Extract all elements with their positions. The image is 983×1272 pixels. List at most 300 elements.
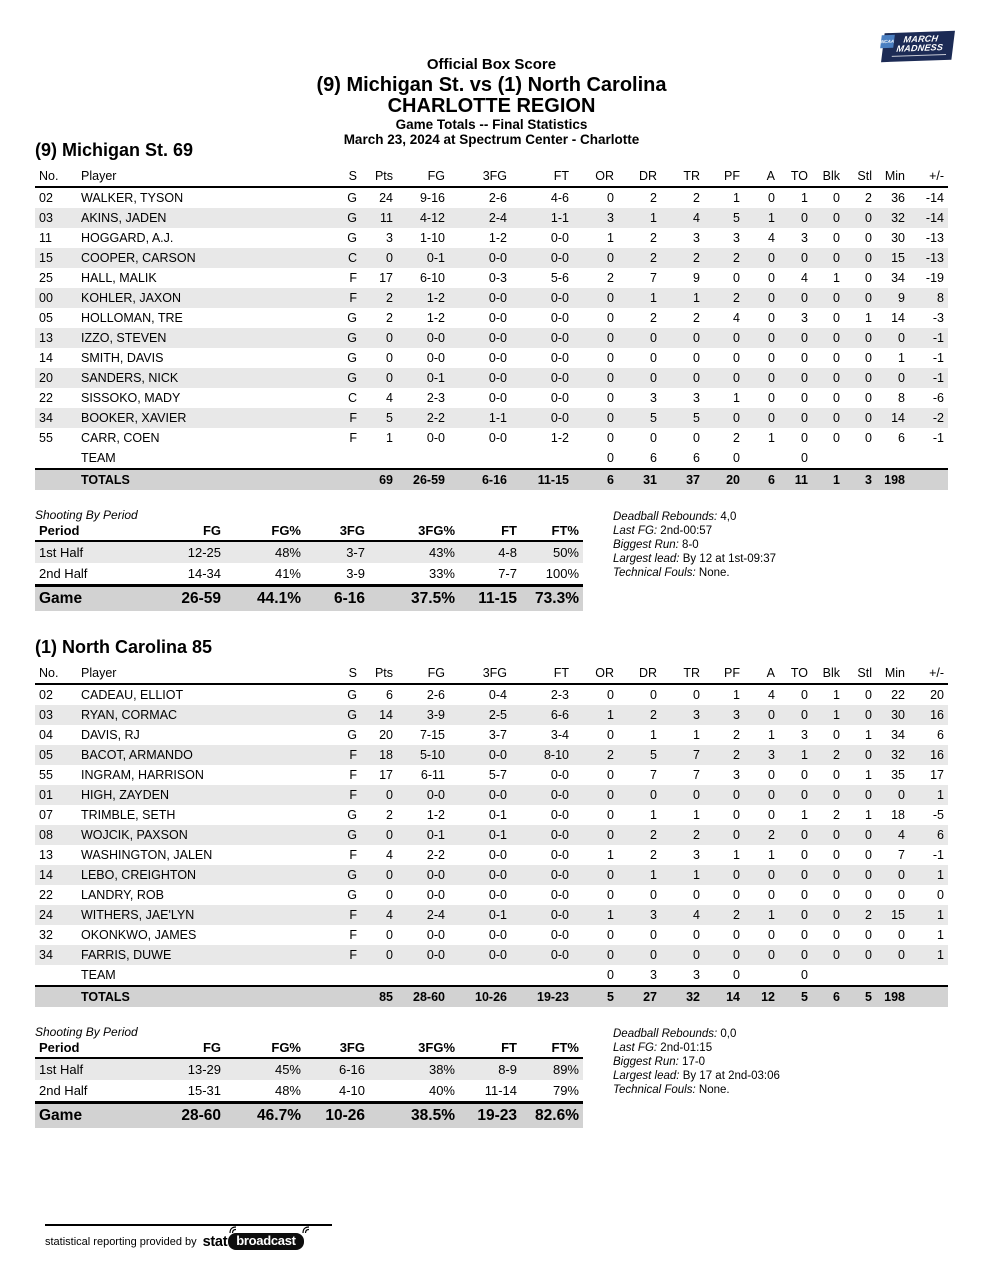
stat-cell: 0 xyxy=(898,928,905,942)
stat-cell: -6 xyxy=(932,391,944,405)
stat-cell: 18 xyxy=(379,748,393,762)
stat-cell: AKINS, JADEN xyxy=(81,211,167,225)
stat-cell: 85 xyxy=(379,990,393,1004)
stat-cell: 35 xyxy=(891,768,905,782)
stat-cell: SISSOKO, MADY xyxy=(81,391,181,405)
stat-cell: 2 xyxy=(650,191,657,205)
stat-cell: 0-0 xyxy=(550,928,569,942)
stat-cell: 5 xyxy=(801,990,808,1004)
shooting-table xyxy=(35,1039,583,1128)
team-title: (9) Michigan St. 69 xyxy=(35,140,194,160)
stat-cell: 198 xyxy=(884,990,905,1004)
stat-cell: WASHINGTON, JALEN xyxy=(81,848,213,862)
stat-cell: 6 xyxy=(768,473,775,487)
stat-cell: G xyxy=(347,351,357,365)
totals-row xyxy=(35,986,948,1007)
stat-cell: 1st Half xyxy=(39,545,84,560)
stat-cell: 1 xyxy=(607,708,614,722)
column-header: 3FG xyxy=(305,522,369,541)
stat-cell: 2 xyxy=(386,808,393,822)
stat-cell: 0 xyxy=(733,331,740,345)
stat-cell: 22 xyxy=(39,888,53,902)
team-row xyxy=(35,965,948,986)
stat-cell: 0 xyxy=(733,808,740,822)
column-header: Blk xyxy=(812,167,844,187)
stat-cell: 0 xyxy=(833,191,840,205)
column-header: Pts xyxy=(361,664,397,684)
stat-cell: 55 xyxy=(39,431,53,445)
stat-cell xyxy=(361,965,397,986)
stat-cell: 07 xyxy=(39,808,53,822)
stat-cell: 0-0 xyxy=(488,431,507,445)
stat-cell: 0 xyxy=(693,371,700,385)
stat-cell: 48% xyxy=(274,1083,301,1098)
stat-cell: 0 xyxy=(733,828,740,842)
column-header: Blk xyxy=(812,664,844,684)
stat-cell: 1 xyxy=(898,351,905,365)
stat-cell: 0 xyxy=(386,868,393,882)
stat-cell: 4 xyxy=(693,211,700,225)
stat-cell: 0 xyxy=(833,908,840,922)
stat-cell: 15 xyxy=(891,908,905,922)
stat-cell xyxy=(397,965,449,986)
stat-cell: 0 xyxy=(865,331,872,345)
stat-cell: 0 xyxy=(768,411,775,425)
stat-cell: -1 xyxy=(932,351,944,365)
stat-cell: 0 xyxy=(386,351,393,365)
stat-cell: F xyxy=(349,788,357,802)
stat-cell: SANDERS, NICK xyxy=(81,371,179,385)
stat-cell: G xyxy=(347,808,357,822)
stat-cell: 22 xyxy=(39,391,53,405)
stat-cell: 1 xyxy=(937,948,944,962)
stat-cell: 1 xyxy=(937,788,944,802)
stat-cell: -2 xyxy=(932,411,944,425)
stat-cell: 14 xyxy=(379,708,393,722)
stat-cell: 0 xyxy=(607,828,614,842)
stat-cell: 00 xyxy=(39,291,53,305)
column-header: 3FG xyxy=(449,167,511,187)
stat-cell: 0 xyxy=(833,868,840,882)
stat-cell: 19-23 xyxy=(477,1107,517,1124)
stat-cell: 0 xyxy=(898,888,905,902)
stat-cell: 0 xyxy=(386,788,393,802)
footer-divider xyxy=(45,1224,332,1226)
stat-cell: 100% xyxy=(545,566,579,581)
stat-cell: 2-6 xyxy=(426,688,445,702)
stat-cell: 1 xyxy=(733,191,740,205)
stat-cell: 79% xyxy=(552,1083,579,1098)
stat-cell: 11-14 xyxy=(484,1083,517,1098)
note-label: Technical Fouls: xyxy=(613,567,696,579)
stat-cell: 0 xyxy=(386,371,393,385)
stat-cell: 0-0 xyxy=(488,311,507,325)
stat-cell: 2-4 xyxy=(426,908,445,922)
signal-icon xyxy=(302,1226,312,1234)
note-value: 4,0 xyxy=(717,511,737,523)
stat-cell: 15-31 xyxy=(187,1083,221,1098)
note-label: Last FG: xyxy=(613,525,658,537)
shooting-header-row xyxy=(35,1039,583,1058)
stat-cell: 0 xyxy=(607,291,614,305)
stat-cell: 27 xyxy=(643,990,657,1004)
stat-cell: 0-0 xyxy=(550,331,569,345)
stat-cell: 0 xyxy=(801,708,808,722)
stat-cell: 0-1 xyxy=(426,828,445,842)
stat-cell: 6 xyxy=(833,990,840,1004)
stat-cell: 3 xyxy=(865,473,872,487)
stat-cell: 0 xyxy=(865,371,872,385)
stat-cell: 89% xyxy=(552,1062,579,1077)
stat-cell: 0-0 xyxy=(550,351,569,365)
stat-cell: 0 xyxy=(650,788,657,802)
column-header: FT xyxy=(511,167,573,187)
stat-cell: 0-0 xyxy=(488,928,507,942)
stat-cell: 2nd Half xyxy=(39,566,88,581)
stat-cell: 1 xyxy=(801,191,808,205)
stat-cell: 0 xyxy=(865,251,872,265)
stat-cell: 1 xyxy=(650,808,657,822)
stat-cell: 33% xyxy=(428,566,455,581)
stat-cell: 2nd Half xyxy=(39,1083,88,1098)
stat-cell: 11-15 xyxy=(537,473,569,487)
stat-cell: 2 xyxy=(833,748,840,762)
team-title: (1) North Carolina 85 xyxy=(35,637,213,657)
note-label: Last FG: xyxy=(613,1042,658,1054)
column-header: PF xyxy=(704,167,744,187)
stat-cell: 1 xyxy=(937,908,944,922)
stat-cell: HOLLOMAN, TRE xyxy=(81,311,183,325)
stat-cell: 0 xyxy=(693,928,700,942)
stat-cell: G xyxy=(347,331,357,345)
stat-cell: 0 xyxy=(833,728,840,742)
stat-cell: 3-9 xyxy=(426,708,445,722)
stat-cell: 0 xyxy=(607,251,614,265)
stat-cell: 1 xyxy=(801,748,808,762)
shooting-table xyxy=(35,522,583,611)
player-row xyxy=(35,825,948,845)
stat-cell: 2 xyxy=(693,828,700,842)
stat-cell: 2 xyxy=(733,748,740,762)
stat-cell: 0 xyxy=(833,231,840,245)
stat-cell: 50% xyxy=(552,545,579,560)
stat-cell: 1 xyxy=(768,728,775,742)
stat-cell: 0 xyxy=(650,431,657,445)
stat-cell: 44.1% xyxy=(257,590,301,607)
stat-cell: 0 xyxy=(833,331,840,345)
note-line xyxy=(613,566,943,580)
stat-cell: 0 xyxy=(833,211,840,225)
stat-cell: 5 xyxy=(693,411,700,425)
stat-cell: 3-4 xyxy=(550,728,569,742)
column-header: FG xyxy=(145,1039,225,1058)
team-summary xyxy=(35,508,948,611)
stat-cell: 0 xyxy=(833,311,840,325)
ncaa-logo: NCAA xyxy=(880,35,895,48)
stat-cell: 48% xyxy=(274,545,301,560)
stat-cell: 0-0 xyxy=(488,331,507,345)
column-header: 3FG xyxy=(305,1039,369,1058)
stat-cell: 0-4 xyxy=(488,688,507,702)
stat-cell: 0 xyxy=(607,431,614,445)
stat-cell: 7 xyxy=(693,748,700,762)
stat-cell: 6-6 xyxy=(550,708,569,722)
column-header: Min xyxy=(876,664,909,684)
stat-cell: 15 xyxy=(39,251,53,265)
stat-cell: 20 xyxy=(930,688,944,702)
stat-cell: 0 xyxy=(898,331,905,345)
stat-cell: 3 xyxy=(650,908,657,922)
note-label: Technical Fouls: xyxy=(613,1084,696,1096)
column-header: DR xyxy=(618,664,661,684)
column-header: TO xyxy=(779,167,812,187)
stat-cell: G xyxy=(347,728,357,742)
stat-cell: 0 xyxy=(733,888,740,902)
player-row xyxy=(35,428,948,448)
totals-subtitle: Game Totals -- Final Statistics xyxy=(395,117,588,132)
stat-cell: 0-0 xyxy=(488,848,507,862)
stat-cell: 0 xyxy=(768,371,775,385)
stat-cell: 0-0 xyxy=(488,868,507,882)
stat-cell: 0 xyxy=(833,291,840,305)
stat-cell: 46.7% xyxy=(257,1107,301,1124)
stat-cell: F xyxy=(349,748,357,762)
stat-cell: 0 xyxy=(865,231,872,245)
stat-cell: 0 xyxy=(833,948,840,962)
stat-cell: 08 xyxy=(39,828,53,842)
stat-cell: 0 xyxy=(733,788,740,802)
column-header: 3FG xyxy=(449,664,511,684)
stat-cell: 2 xyxy=(607,271,614,285)
march-madness-wordmark: MARCH MADNESS xyxy=(881,31,955,62)
stat-cell: 0 xyxy=(650,371,657,385)
stat-cell: 6 xyxy=(937,728,944,742)
stat-cell: 73.3% xyxy=(535,590,579,607)
shooting-row xyxy=(35,541,583,563)
stat-cell: 0 xyxy=(801,908,808,922)
stat-cell: 0 xyxy=(898,788,905,802)
stat-cell: 32 xyxy=(891,748,905,762)
content-area xyxy=(35,140,948,1154)
stat-cell: 2 xyxy=(693,251,700,265)
stat-cell xyxy=(511,965,573,986)
player-row xyxy=(35,268,948,288)
player-row xyxy=(35,208,948,228)
stat-cell: 2 xyxy=(865,191,872,205)
stat-cell: 16 xyxy=(930,708,944,722)
player-row xyxy=(35,248,948,268)
stat-cell: 0 xyxy=(768,271,775,285)
stat-cell: 0-0 xyxy=(488,371,507,385)
stat-cell xyxy=(35,986,77,1007)
stat-cell: 0 xyxy=(833,928,840,942)
column-header: S xyxy=(339,167,361,187)
stat-cell: 5 xyxy=(733,211,740,225)
column-header: Period xyxy=(35,1039,145,1058)
note-label: Deadball Rebounds: xyxy=(613,1028,718,1040)
stat-cell: 7 xyxy=(898,848,905,862)
stat-cell: 0 xyxy=(801,968,808,982)
stat-cell: 3 xyxy=(693,231,700,245)
stat-cell: 12 xyxy=(761,990,775,1004)
stat-cell: 0 xyxy=(768,391,775,405)
stat-cell: 31 xyxy=(643,473,657,487)
stat-cell: 0 xyxy=(693,948,700,962)
stat-cell: 3 xyxy=(768,748,775,762)
stat-cell: 0 xyxy=(801,251,808,265)
stat-cell: 3 xyxy=(801,311,808,325)
stat-cell: 4 xyxy=(768,231,775,245)
player-row xyxy=(35,865,948,885)
player-row xyxy=(35,388,948,408)
shooting-row xyxy=(35,1058,583,1080)
stat-cell: 6 xyxy=(693,451,700,465)
stat-cell: 4 xyxy=(768,688,775,702)
stat-cell: 1 xyxy=(693,728,700,742)
column-header: 3FG% xyxy=(369,522,459,541)
stat-cell: HOGGARD, A.J. xyxy=(81,231,174,245)
stat-cell: 0 xyxy=(650,888,657,902)
stat-cell: 9-16 xyxy=(419,191,445,205)
player-row xyxy=(35,765,948,785)
stat-cell: -1 xyxy=(932,331,944,345)
stat-cell: 0 xyxy=(898,371,905,385)
stat-cell: 0 xyxy=(801,868,808,882)
shooting-by-period xyxy=(35,1025,583,1128)
note-label: Largest lead: xyxy=(613,1070,680,1082)
team-notes xyxy=(613,508,943,580)
stat-cell: 2 xyxy=(693,191,700,205)
stat-cell: 0 xyxy=(937,888,944,902)
stat-cell: 0-0 xyxy=(488,948,507,962)
stat-cell: 3 xyxy=(386,231,393,245)
stat-cell: 0 xyxy=(768,948,775,962)
stat-cell: 7-7 xyxy=(498,566,517,581)
column-header: FG% xyxy=(225,1039,305,1058)
note-value: By 12 at 1st-09:37 xyxy=(679,553,777,565)
column-header: FT% xyxy=(521,522,583,541)
stat-cell: 3 xyxy=(607,211,614,225)
stat-cell: 13-29 xyxy=(187,1062,221,1077)
stat-cell xyxy=(339,986,361,1007)
stat-cell: 1 xyxy=(833,688,840,702)
stat-cell: 8 xyxy=(937,291,944,305)
stat-cell: G xyxy=(347,828,357,842)
stat-cell: 1 xyxy=(650,291,657,305)
stat-cell: 0 xyxy=(607,868,614,882)
stat-cell: 2 xyxy=(386,291,393,305)
stat-cell: 0 xyxy=(693,688,700,702)
stat-cell: 0 xyxy=(801,848,808,862)
stat-cell: 0 xyxy=(386,928,393,942)
stat-cell: 1 xyxy=(865,728,872,742)
stat-cell: 1-10 xyxy=(419,231,445,245)
stat-cell: 6-11 xyxy=(420,768,445,782)
stat-cell: 6-16 xyxy=(481,473,507,487)
stat-cell: 5 xyxy=(650,411,657,425)
stat-cell: F xyxy=(349,948,357,962)
stat-cell: 2 xyxy=(650,828,657,842)
stat-cell: 0 xyxy=(607,688,614,702)
stat-cell: 0 xyxy=(607,311,614,325)
stat-cell: 7-15 xyxy=(419,728,445,742)
stat-cell: 8 xyxy=(898,391,905,405)
stat-cell: 4 xyxy=(386,908,393,922)
region-title: CHARLOTTE REGION xyxy=(387,95,596,117)
stat-cell: F xyxy=(349,411,357,425)
stat-cell: 0-0 xyxy=(488,251,507,265)
stat-cell: 0-0 xyxy=(488,291,507,305)
stat-cell: 1 xyxy=(768,431,775,445)
stat-cell: 40% xyxy=(428,1083,455,1098)
stat-cell: 3 xyxy=(693,391,700,405)
stat-cell: 0-0 xyxy=(426,948,445,962)
note-line xyxy=(613,1083,943,1097)
stat-cell: 20 xyxy=(726,473,740,487)
stat-cell: HALL, MALIK xyxy=(81,271,157,285)
stat-cell: 0 xyxy=(865,828,872,842)
stat-cell xyxy=(35,965,77,986)
stat-cell: 0 xyxy=(386,331,393,345)
note-value: 17-0 xyxy=(678,1056,706,1068)
stat-cell: 2 xyxy=(768,828,775,842)
stat-cell: 0 xyxy=(801,828,808,842)
stat-cell: 0 xyxy=(693,331,700,345)
stat-cell: 03 xyxy=(39,708,53,722)
stat-cell: 0-0 xyxy=(550,788,569,802)
stat-cell: 2 xyxy=(833,808,840,822)
column-header: FG% xyxy=(225,522,305,541)
stat-cell: -19 xyxy=(925,271,944,285)
stat-cell: 24 xyxy=(379,191,393,205)
stat-cell: 0 xyxy=(801,211,808,225)
column-header: FT% xyxy=(521,1039,583,1058)
stat-cell: 0 xyxy=(865,271,872,285)
stat-cell: 0 xyxy=(607,451,614,465)
team-section-north-carolina xyxy=(35,637,948,1128)
note-value: None. xyxy=(695,1084,730,1096)
stat-cell: 0-0 xyxy=(550,311,569,325)
shooting-title: Shooting By Period xyxy=(35,508,138,522)
stat-cell: 0 xyxy=(801,391,808,405)
stat-cell: IZZO, STEVEN xyxy=(81,331,167,345)
stat-cell: 0-1 xyxy=(488,828,507,842)
stat-cell: 5 xyxy=(865,990,872,1004)
stat-cell: 17 xyxy=(379,768,393,782)
stat-cell: 3-9 xyxy=(346,566,365,581)
stat-cell: 0 xyxy=(801,431,808,445)
stat-cell: 11 xyxy=(39,231,52,245)
stat-cell: 34 xyxy=(891,271,905,285)
player-row xyxy=(35,805,948,825)
stat-cell: 2 xyxy=(733,431,740,445)
stat-cell: -13 xyxy=(925,251,944,265)
player-row xyxy=(35,945,948,965)
column-header: Player xyxy=(77,664,339,684)
stat-cell: CARR, COEN xyxy=(81,431,160,445)
stat-cell: 36 xyxy=(891,191,905,205)
stat-cell: 0-0 xyxy=(426,788,445,802)
stat-cell: 0-0 xyxy=(550,231,569,245)
stat-cell: -14 xyxy=(925,211,944,225)
stat-cell: 28-60 xyxy=(413,990,445,1004)
stat-cell: G xyxy=(347,708,357,722)
stat-cell: WOJCIK, PAXSON xyxy=(81,828,188,842)
stat-cell: 1 xyxy=(650,211,657,225)
stat-cell: 37 xyxy=(686,473,700,487)
stat-cell: RYAN, CORMAC xyxy=(81,708,178,722)
stat-cell: 0 xyxy=(865,211,872,225)
